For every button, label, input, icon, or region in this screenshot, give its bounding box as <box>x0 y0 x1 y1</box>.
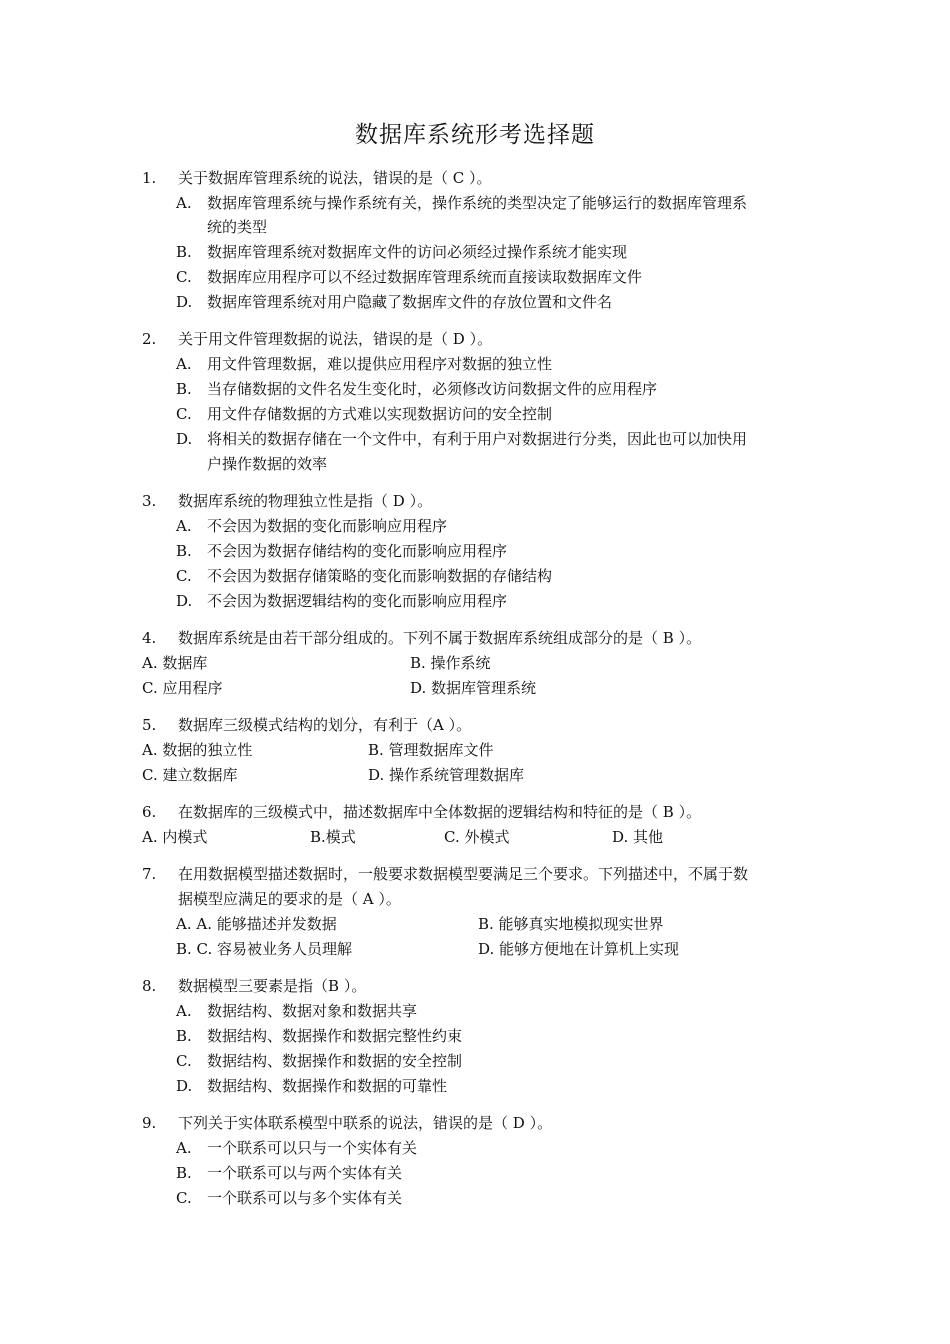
option-d: D. 其他 <box>612 828 664 846</box>
option-letter: C. <box>176 1052 192 1070</box>
option-letter: C. <box>176 268 192 286</box>
option-letter: D. <box>176 293 193 311</box>
option-a <box>176 514 447 539</box>
option-a: A. 内模式 <box>142 828 208 846</box>
question-text: 在数据库的三级模式中，描述数据库中全体数据的逻辑结构和特征的是（ <box>178 803 663 821</box>
question-text: 在用数据模型描述数据时，一般要求数据模型要满足三个要求。下列描述中，不属于数 <box>178 865 749 883</box>
option-b <box>176 377 657 402</box>
option-text: 不会因为数据的变化而影响应用程序 <box>207 517 448 535</box>
option-letter: A. <box>176 194 192 212</box>
option-letter: D. <box>176 1077 193 1095</box>
option-text: 当存储数据的文件名发生变化时，必须修改访问数据文件的应用程序 <box>207 380 658 398</box>
question-text-end: ）。 <box>404 492 433 510</box>
option-a <box>176 352 552 377</box>
option-text: 一个联系可以与多个实体有关 <box>207 1189 403 1207</box>
question-text: 数据库系统是由若干部分组成的。下列不属于数据库系统组成部分的是（ <box>178 629 663 647</box>
option-letter: A. <box>176 355 192 373</box>
question-text-end: ）。 <box>464 169 492 187</box>
option-letter: C. <box>176 405 192 423</box>
option-c <box>176 564 552 589</box>
option-letter: C. <box>176 1189 192 1207</box>
question-9 <box>142 1111 552 1136</box>
question-text-end: ）。 <box>524 1114 553 1132</box>
option-letter: B. <box>176 380 192 398</box>
option-d: D. 能够方便地在计算机上实现 <box>478 940 680 958</box>
option-a <box>176 1136 417 1161</box>
option-b: B.模式 <box>310 828 356 846</box>
option-d: D. 操作系统管理数据库 <box>368 766 525 784</box>
option-text: 不会因为数据存储结构的变化而影响应用程序 <box>207 542 508 560</box>
question-number: 3. <box>142 492 157 510</box>
option-d <box>176 427 747 452</box>
question-5 <box>142 713 471 738</box>
option-c <box>176 1049 462 1074</box>
option-c: C. 建立数据库 <box>142 766 238 784</box>
question-7-continued <box>178 887 401 912</box>
question-number: 6. <box>142 803 157 821</box>
option-d <box>176 290 612 315</box>
question-8 <box>142 974 366 999</box>
question-text: 关于用文件管理数据的说法，错误的是（ <box>178 330 453 348</box>
option-text: 用文件管理数据，难以提供应用程序对数据的独立性 <box>207 355 553 373</box>
question-text-end: ）。 <box>373 890 401 908</box>
question-text: 关于数据库管理系统的说法，错误的是（ <box>178 169 453 187</box>
question-text: 数据模型三要素是指（ <box>178 977 329 995</box>
option-text: 数据结构、数据操作和数据的可靠性 <box>207 1077 448 1095</box>
question-2 <box>142 327 492 352</box>
option-text: 数据结构、数据操作和数据完整性约束 <box>207 1027 463 1045</box>
option-c: B. C. 容易被业务人员理解 <box>176 940 353 958</box>
question-text: 数据库三级模式结构的划分，有利于（ <box>178 716 434 734</box>
option-b: B. 管理数据库文件 <box>368 741 494 759</box>
answer: D <box>452 330 465 348</box>
option-b: B. 操作系统 <box>410 654 491 672</box>
question-text-end: ）。 <box>673 629 702 647</box>
option-c: C. 应用程序 <box>142 679 223 697</box>
question-3 <box>142 489 432 514</box>
answer: D <box>392 492 405 510</box>
option-a <box>176 191 747 216</box>
question-number: 9. <box>142 1114 157 1132</box>
option-letter: A. <box>176 1002 192 1020</box>
option-b <box>176 240 627 265</box>
option-letter: B. <box>176 1164 192 1182</box>
option-d <box>176 1074 447 1099</box>
answer: B <box>328 977 340 995</box>
option-letter: D. <box>176 430 193 448</box>
option-text: 数据结构、数据操作和数据的安全控制 <box>207 1052 463 1070</box>
question-text-end: ）。 <box>443 716 472 734</box>
option-a: A. 数据库 <box>142 654 208 672</box>
option-letter: A. <box>176 517 192 535</box>
answer: B <box>662 803 674 821</box>
page-title: 数据库系统形考选择题 <box>355 122 595 148</box>
option-b <box>176 1024 462 1049</box>
option-text: 不会因为数据逻辑结构的变化而影响应用程序 <box>207 592 508 610</box>
option-text: 一个联系可以与两个实体有关 <box>207 1164 403 1182</box>
option-b <box>176 539 507 564</box>
answer: D <box>512 1114 525 1132</box>
option-letter: D. <box>176 592 193 610</box>
option-text: 数据库管理系统与操作系统有关，操作系统的类型决定了能够运行的数据库管理系 <box>207 194 748 212</box>
answer: C <box>452 169 465 187</box>
option-c: C. 外模式 <box>444 828 510 846</box>
option-letter: B. <box>176 542 192 560</box>
question-number: 2. <box>142 330 157 348</box>
option-a-continued: 统的类型 <box>207 218 268 236</box>
answer: A <box>433 716 444 734</box>
option-d <box>176 589 507 614</box>
question-text: 下列关于实体联系模型中联系的说法，错误的是（ <box>178 1114 513 1132</box>
question-number: 5. <box>142 716 157 734</box>
answer: A <box>362 890 374 908</box>
option-letter: A. <box>176 1139 192 1157</box>
question-number: 1. <box>142 169 157 187</box>
option-c <box>176 1186 402 1211</box>
option-letter: B. <box>176 1027 192 1045</box>
option-text: 数据库管理系统对数据库文件的访问必须经过操作系统才能实现 <box>207 243 628 261</box>
question-number: 4. <box>142 629 157 647</box>
option-text: 一个联系可以只与一个实体有关 <box>207 1139 418 1157</box>
option-a: A. 数据的独立性 <box>142 741 253 759</box>
option-d: D. 数据库管理系统 <box>410 679 537 697</box>
question-text-end: ）。 <box>339 977 367 995</box>
question-text: 据模型应满足的要求的是（ <box>178 890 363 908</box>
option-text: 数据结构、数据对象和数据共享 <box>207 1002 418 1020</box>
question-text: 数据库系统的物理独立性是指（ <box>178 492 393 510</box>
option-a: A. A. 能够描述并发数据 <box>176 915 337 933</box>
option-d-continued: 户操作数据的效率 <box>207 455 328 473</box>
question-number: 7. <box>142 865 157 883</box>
option-letter: B. <box>176 243 192 261</box>
option-b: B. 能够真实地模拟现实世界 <box>478 915 664 933</box>
question-6 <box>142 800 701 825</box>
question-text-end: ）。 <box>673 803 702 821</box>
question-1 <box>142 166 492 191</box>
question-7 <box>142 862 748 887</box>
question-text-end: ）。 <box>464 330 493 348</box>
option-a <box>176 999 417 1024</box>
option-text: 数据库应用程序可以不经过数据库管理系统而直接读取数据库文件 <box>207 268 643 286</box>
option-c <box>176 265 642 290</box>
option-text: 数据库管理系统对用户隐藏了数据库文件的存放位置和文件名 <box>207 293 613 311</box>
answer: B <box>662 629 674 647</box>
question-4 <box>142 626 701 651</box>
option-c <box>176 402 552 427</box>
question-number: 8. <box>142 977 157 995</box>
option-b <box>176 1161 402 1186</box>
option-text: 将相关的数据存储在一个文件中，有利于用户对数据进行分类，因此也可以加快用 <box>207 430 748 448</box>
option-text: 不会因为数据存储策略的变化而影响数据的存储结构 <box>207 567 553 585</box>
option-text: 用文件存储数据的方式难以实现数据访问的安全控制 <box>207 405 553 423</box>
option-letter: C. <box>176 567 192 585</box>
